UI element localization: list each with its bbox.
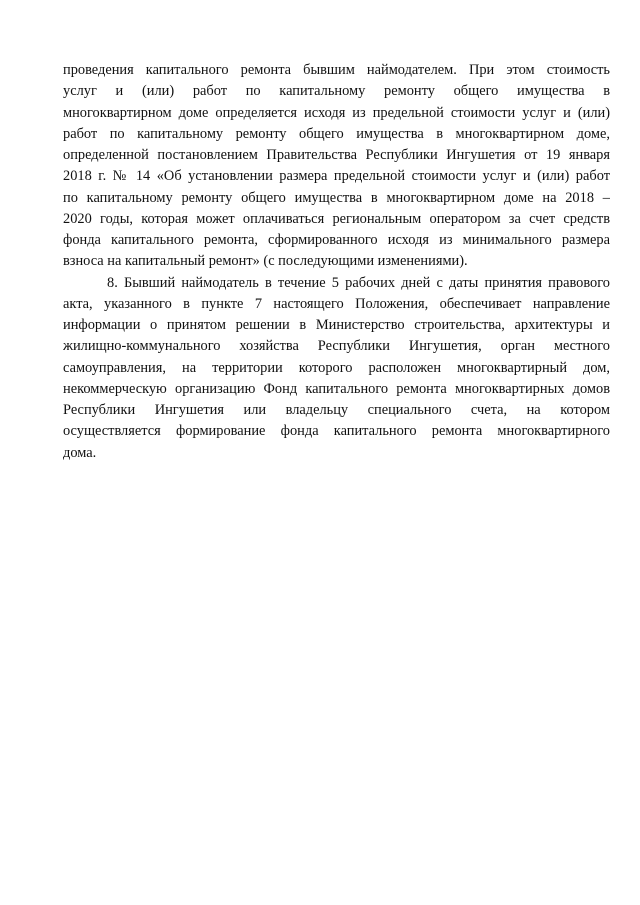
text-line: 2018 г. № 14 «Об установлении размера предельной стоимости услуг и (или) работ (63, 168, 610, 185)
paragraph-continuation (63, 60, 610, 273)
document-body (63, 60, 610, 464)
text-line: многоквартирном доме определяется исходя из предельной стоимости услуг и (или) (63, 104, 610, 121)
text-line: работ по капитальному ремонту общего имущества в многоквартирном доме, (63, 125, 610, 142)
text-line: дома. (63, 444, 97, 461)
text-line: жилищно-коммунального хозяйства Республики Ингушетия, орган местного (63, 338, 610, 355)
text-line: акта, указанного в пункте 7 настоящего Положения, обеспечивает направление (63, 295, 610, 312)
text-line: взноса на капитальный ремонт» (с последующими изменениями). (63, 253, 468, 270)
text-line: Республики Ингушетия или владельцу специального счета, на котором (63, 402, 610, 418)
text-line: осуществляется формирование фонда капитального ремонта многоквартирного (63, 423, 610, 440)
text-line: 2020 годы, которая может оплачиваться региональным оператором за счет средств (63, 210, 610, 227)
text-line: услуг и (или) работ по капитальному ремонту общего имущества в (63, 83, 610, 100)
text-line: определенной постановлением Правительства Республики Ингушетия от 19 января (63, 147, 610, 163)
text-line: по капитальному ремонту общего имущества в многоквартирном доме на 2018 – (63, 189, 610, 206)
text-line: самоуправления, на территории которого расположен многоквартирный дом, (63, 359, 610, 376)
text-line: фонда капитального ремонта, сформированного исходя из минимального размера (63, 232, 610, 248)
paragraph-8 (63, 273, 610, 464)
text-line: информации о принятом решении в Министерство строительства, архитектуры и (63, 317, 610, 333)
text-line: 8. Бывший наймодатель в течение 5 рабочих дней с даты принятия правового (107, 274, 610, 291)
text-line: некоммерческую организацию Фонд капитального ремонта многоквартирных домов (63, 380, 610, 397)
text-line: проведения капитального ремонта бывшим наймодателем. При этом стоимость (63, 62, 610, 78)
